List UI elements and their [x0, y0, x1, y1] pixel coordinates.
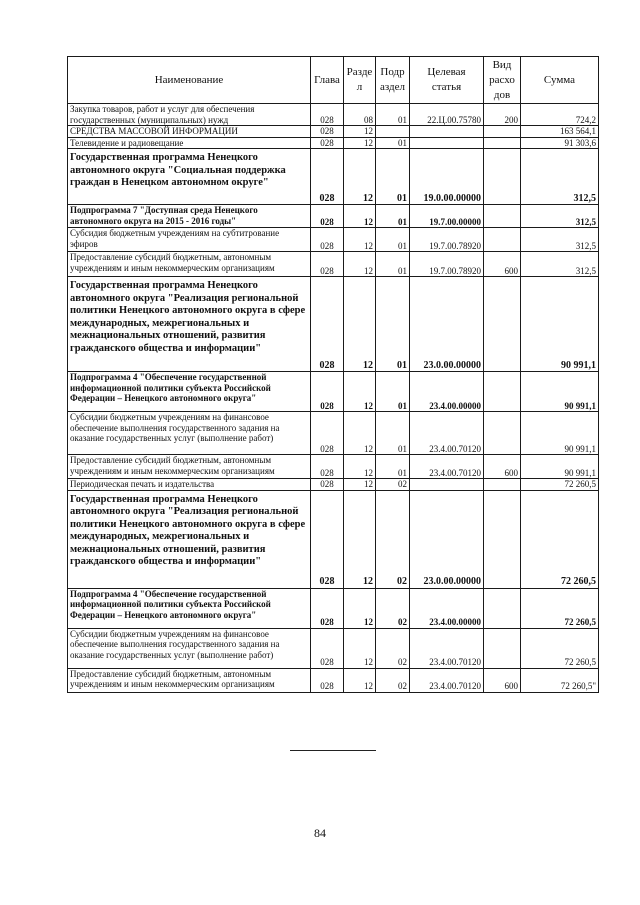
- table-row: [68, 149, 599, 205]
- row-name: Государственная программа Ненецкого автономного округа "Реализация региональной политики Ненецкого автономного округа в сфере международных, межрегиональных и межнациональных отношений, развития гражданского общества и информации": [68, 277, 311, 372]
- row-podrazdel: 01: [376, 137, 410, 149]
- table-row: [68, 126, 599, 138]
- row-razdel: 12: [344, 137, 376, 149]
- row-glava: 028: [311, 149, 344, 205]
- row-summa: 163 564,1: [521, 126, 599, 138]
- row-podrazdel: 01: [376, 412, 410, 455]
- row-tselevaya: 19.7.00.00000: [410, 205, 484, 228]
- table-row: [68, 455, 599, 479]
- row-vid: [484, 490, 521, 588]
- row-name: Предоставление субсидий бюджетным, автономным учреждениям и иным некоммерческим организациям: [68, 455, 311, 479]
- header-summa: Сумма: [521, 57, 599, 104]
- row-razdel: 12: [344, 479, 376, 491]
- header-razdel: Разде л: [344, 57, 376, 104]
- row-razdel: 12: [344, 455, 376, 479]
- row-razdel: 12: [344, 668, 376, 692]
- row-podrazdel: 01: [376, 252, 410, 277]
- row-razdel: 12: [344, 228, 376, 252]
- header-tselevaya: Целевая статья: [410, 57, 484, 104]
- row-podrazdel: 01: [376, 372, 410, 412]
- budget-table: [67, 56, 599, 693]
- row-tselevaya: 19.7.00.78920: [410, 252, 484, 277]
- page-number: 84: [314, 826, 326, 840]
- row-podrazdel: [376, 126, 410, 138]
- row-summa: 91 303,6: [521, 137, 599, 149]
- row-name: Государственная программа Ненецкого автономного округа "Социальная поддержка граждан в Ненецком автономном округе": [68, 149, 311, 205]
- row-name: Подпрограмма 7 "Доступная среда Ненецкого автономного округа на 2015 - 2016 годы": [68, 205, 311, 228]
- row-glava: 028: [311, 628, 344, 668]
- row-name: Предоставление субсидий бюджетным, автономным учреждениям и иным некоммерческим организациям: [68, 668, 311, 692]
- row-name: Подпрограмма 4 "Обеспечение государственной информационной политики субъекта Российской Федерации – Ненецкого автономного округа": [68, 588, 311, 628]
- row-vid: [484, 277, 521, 372]
- table-row: [68, 205, 599, 228]
- row-vid: 200: [484, 104, 521, 126]
- row-podrazdel: 02: [376, 588, 410, 628]
- row-podrazdel: 01: [376, 277, 410, 372]
- row-summa: 90 991,1: [521, 455, 599, 479]
- row-podrazdel: 02: [376, 628, 410, 668]
- header-podrazdel: Подр аздел: [376, 57, 410, 104]
- row-glava: 028: [311, 490, 344, 588]
- row-tselevaya: 23.0.00.00000: [410, 277, 484, 372]
- row-summa: 724,2: [521, 104, 599, 126]
- table-row: [68, 228, 599, 252]
- row-name: Периодическая печать и издательства: [68, 479, 311, 491]
- row-summa: 90 991,1: [521, 372, 599, 412]
- table-row: [68, 104, 599, 126]
- row-podrazdel: 02: [376, 479, 410, 491]
- row-vid: [484, 628, 521, 668]
- row-glava: 028: [311, 205, 344, 228]
- table-row: [68, 412, 599, 455]
- row-razdel: 12: [344, 277, 376, 372]
- header-glava: Глава: [311, 57, 344, 104]
- row-podrazdel: 01: [376, 149, 410, 205]
- row-name: Подпрограмма 4 "Обеспечение государственной информационной политики субъекта Российской Федерации – Ненецкого автономного округа": [68, 372, 311, 412]
- row-razdel: 12: [344, 252, 376, 277]
- row-tselevaya: [410, 479, 484, 491]
- row-name: Государственная программа Ненецкого автономного округа "Реализация региональной политики Ненецкого автономного округа в сфере международных, межрегиональных и межнациональных отношений, развития гражданского общества и информации": [68, 490, 311, 588]
- table-row: [68, 628, 599, 668]
- row-glava: 028: [311, 126, 344, 138]
- row-tselevaya: [410, 126, 484, 138]
- row-glava: 028: [311, 479, 344, 491]
- row-summa: 72 260,5: [521, 588, 599, 628]
- row-glava: 028: [311, 588, 344, 628]
- row-vid: [484, 228, 521, 252]
- row-razdel: 08: [344, 104, 376, 126]
- row-name: Закупка товаров, работ и услуг для обеспечения государственных (муниципальных) нужд: [68, 104, 311, 126]
- row-glava: 028: [311, 668, 344, 692]
- row-podrazdel: 01: [376, 205, 410, 228]
- row-razdel: 12: [344, 372, 376, 412]
- row-summa: 90 991,1: [521, 277, 599, 372]
- row-razdel: 12: [344, 628, 376, 668]
- row-summa: 312,5: [521, 205, 599, 228]
- header-vid: Вид расхо дов: [484, 57, 521, 104]
- row-tselevaya: 23.0.00.00000: [410, 490, 484, 588]
- row-vid: 600: [484, 455, 521, 479]
- row-podrazdel: 02: [376, 668, 410, 692]
- row-name: Предоставление субсидий бюджетным, автономным учреждениям и иным некоммерческим организациям: [68, 252, 311, 277]
- row-tselevaya: 22.Ц.00.75780: [410, 104, 484, 126]
- row-name: Телевидение и радиовещание: [68, 137, 311, 149]
- row-razdel: 12: [344, 412, 376, 455]
- row-glava: 028: [311, 104, 344, 126]
- table-row: [68, 588, 599, 628]
- end-of-document-rule: [290, 750, 376, 751]
- row-tselevaya: 23.4.00.70120: [410, 668, 484, 692]
- row-vid: [484, 372, 521, 412]
- row-name: Субсидия бюджетным учреждениям на субтитрование эфиров: [68, 228, 311, 252]
- table-header-row: [68, 57, 599, 104]
- row-tselevaya: [410, 137, 484, 149]
- row-vid: [484, 588, 521, 628]
- row-tselevaya: 23.4.00.00000: [410, 372, 484, 412]
- row-tselevaya: 23.4.00.70120: [410, 455, 484, 479]
- row-vid: [484, 137, 521, 149]
- row-glava: 028: [311, 372, 344, 412]
- row-tselevaya: 23.4.00.00000: [410, 588, 484, 628]
- table-row: [68, 137, 599, 149]
- row-name: Субсидии бюджетным учреждениям на финансовое обеспечение выполнения государственного задания на оказание государственных услуг (выполнение работ): [68, 628, 311, 668]
- row-glava: 028: [311, 137, 344, 149]
- row-name: СРЕДСТВА МАССОВОЙ ИНФОРМАЦИИ: [68, 126, 311, 138]
- row-glava: 028: [311, 228, 344, 252]
- row-name: Субсидии бюджетным учреждениям на финансовое обеспечение выполнения государственного задания на оказание государственных услуг (выполнение работ): [68, 412, 311, 455]
- row-summa: 312,5: [521, 228, 599, 252]
- row-razdel: 12: [344, 149, 376, 205]
- table-row: [68, 372, 599, 412]
- row-razdel: 12: [344, 588, 376, 628]
- row-summa: 90 991,1: [521, 412, 599, 455]
- header-name: Наименование: [68, 57, 311, 104]
- row-vid: [484, 412, 521, 455]
- row-glava: 028: [311, 277, 344, 372]
- row-podrazdel: 01: [376, 104, 410, 126]
- row-vid: [484, 126, 521, 138]
- table-row: [68, 668, 599, 692]
- row-vid: [484, 479, 521, 491]
- row-vid: 600: [484, 668, 521, 692]
- row-summa: 72 260,5: [521, 490, 599, 588]
- row-tselevaya: 19.7.00.78920: [410, 228, 484, 252]
- row-glava: 028: [311, 252, 344, 277]
- row-podrazdel: 02: [376, 490, 410, 588]
- row-tselevaya: 19.0.00.00000: [410, 149, 484, 205]
- row-podrazdel: 01: [376, 455, 410, 479]
- row-razdel: 12: [344, 126, 376, 138]
- row-tselevaya: 23.4.00.70120: [410, 628, 484, 668]
- row-glava: 028: [311, 455, 344, 479]
- row-glava: 028: [311, 412, 344, 455]
- table-row: [68, 252, 599, 277]
- row-summa: 312,5: [521, 149, 599, 205]
- row-vid: 600: [484, 252, 521, 277]
- row-razdel: 12: [344, 205, 376, 228]
- row-podrazdel: 01: [376, 228, 410, 252]
- row-tselevaya: 23.4.00.70120: [410, 412, 484, 455]
- row-razdel: 12: [344, 490, 376, 588]
- table-row: [68, 479, 599, 491]
- row-vid: [484, 205, 521, 228]
- row-summa: 312,5: [521, 252, 599, 277]
- row-vid: [484, 149, 521, 205]
- row-summa: 72 260,5: [521, 479, 599, 491]
- row-summa: 72 260,5: [521, 628, 599, 668]
- table-row: [68, 490, 599, 588]
- row-summa: 72 260,5": [521, 668, 599, 692]
- table-row: [68, 277, 599, 372]
